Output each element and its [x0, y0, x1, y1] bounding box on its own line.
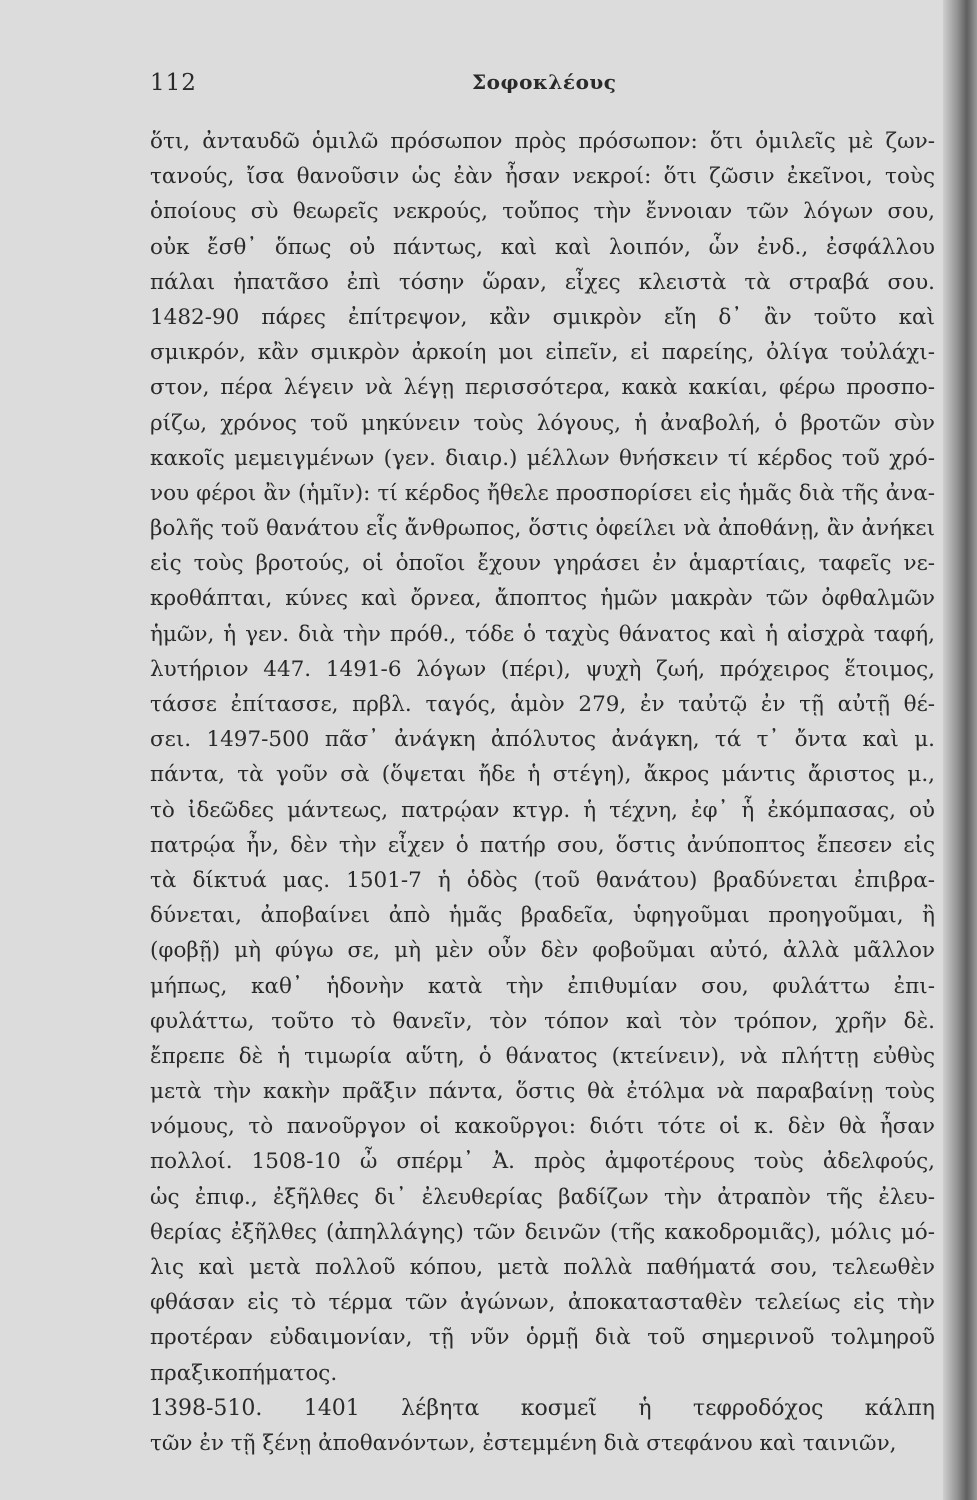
text-line: τάσσε ἐπίτασσε, πρβλ. ταγός, ἁμὸν 279, ἐν ταὐτῷ ἐν τῇ αὐτῇ θέ- — [150, 692, 935, 717]
text-line: λις καὶ μετὰ πολλοῦ κόπου, μετὰ πολλὰ παθήματά σου, τελεωθὲν — [150, 1255, 935, 1280]
running-title: Σοφοκλέους — [472, 70, 617, 94]
text-line: κακοῖς μεμειγμένων (γεν. διαιρ.) μέλλων θνήσκειν τί κέρδος τοῦ χρό- — [150, 445, 935, 471]
text-line: πραξικοπήματος. — [150, 1360, 338, 1386]
text-line: σμικρόν, κἂν σμικρὸν ἀρκοίη μοι εἰπεῖν, εἰ παρείης, ὀλίγα τοὐλάχι- — [150, 340, 935, 366]
page-edge-shadow — [943, 0, 977, 1500]
text-line: ὅτι, ἀνταυδῶ ὁμιλῶ πρόσωπον πρὸς πρόσωπον: ὅτι ὁμιλεῖς μὲ ζων- — [150, 129, 935, 154]
text-line: μετὰ τὴν κακὴν πρᾶξιν πάντα, ὅστις θὰ ἐτόλμα νὰ παραβαίνῃ τοὺς — [150, 1079, 935, 1105]
text-line: ρίζω, χρόνος τοῦ μηκύνειν τοὺς λόγους, ἡ ἀναβολή, ὁ βροτῶν σὺν — [150, 410, 935, 436]
commentary-text — [150, 124, 935, 1461]
page-header — [150, 70, 930, 110]
text-line: θερίας ἐξῆλθες (ἀπηλλάγης) τῶν δεινῶν (τῆς κακοδρομιᾶς), μόλις μό- — [150, 1219, 935, 1245]
text-line: πάλαι ἠπατᾶσο ἐπὶ τόσην ὥραν, εἶχες κλειστὰ τὰ στραβά σου. — [150, 269, 935, 295]
text-line: ὡς ἐπιφ., ἐξῆλθες δι᾽ ἐλευθερίας βαδίζων τὴν ἀτραπὸν τῆς ἐλευ- — [150, 1184, 935, 1210]
text-line: τῶν ἐν τῇ ξένῃ ἀποθανόντων, ἐστεμμένη διὰ στεφάνου καὶ ταινιῶν, — [150, 1430, 897, 1456]
text-line: φθάσαν εἰς τὸ τέρμα τῶν ἀγώνων, ἀποκατασταθὲν τελείως εἰς τὴν — [150, 1290, 935, 1316]
text-line: πολλοί. 1508-10 ὦ σπέρμ᾽ Ἀ. πρὸς ἀμφοτέρους τοὺς ἀδελφούς, — [150, 1149, 935, 1175]
text-line: φυλάττω, τοῦτο τὸ θανεῖν, τὸν τόπον καὶ τὸν τρόπον, χρῆν δὲ. — [150, 1008, 935, 1034]
text-line: (φοβῇ) μὴ φύγω σε, μὴ μὲν οὖν δὲν φοβοῦμαι αὐτό, ἀλλὰ μᾶλλον — [150, 938, 935, 964]
text-line: δύνεται, ἀποβαίνει ἀπὸ ἡμᾶς βραδεῖα, ὑφηγοῦμαι προηγοῦμαι, ἢ — [150, 903, 935, 929]
text-line: ὁποίους σὺ θεωρεῖς νεκρούς, τοὔπος τὴν ἔννοιαν τῶν λόγων σου, — [150, 199, 935, 225]
text-line: τανούς, ἴσα θανοῦσιν ὡς ἐὰν ἦσαν νεκροί: ὅτι ζῶσιν ἐκεῖνοι, τοὺς — [150, 164, 935, 190]
text-line: κροθάπται, κύνες καὶ ὄρνεα, ἄποπτος ἡμῶν μακρὰν τῶν ὀφθαλμῶν — [150, 586, 935, 612]
text-line: πάντα, τὰ γοῦν σὰ (ὅψεται ἤδε ἡ στέγη), ἄκρος μάντις ἄριστος μ., — [150, 762, 935, 788]
text-line: νου φέροι ἂν (ἡμῖν): τί κέρδος ἤθελε προσπορίσει εἰς ἡμᾶς διὰ τῆς ἀνα- — [150, 480, 935, 506]
text-line: μήπως, καθ᾽ ἡδονὴν κατὰ τὴν ἐπιθυμίαν σου, φυλάττω ἐπι- — [150, 973, 935, 999]
text-line: οὐκ ἔσθ᾽ ὅπως οὐ πάντως, καὶ καὶ λοιπόν, ὧν ἐνδ., ἐσφάλλου — [150, 234, 935, 260]
text-line: ἡμῶν, ἡ γεν. διὰ τὴν πρόθ., τόδε ὁ ταχὺς θάνατος καὶ ἡ αἰσχρὰ ταφή, — [150, 621, 935, 647]
text-line: πατρῴα ἦν, δὲν τὴν εἶχεν ὁ πατήρ σου, ὅστις ἀνύποπτος ἔπεσεν εἰς — [150, 832, 935, 858]
text-line: προτέραν εὐδαιμονίαν, τῇ νῦν ὁρμῇ διὰ τοῦ σημερινοῦ τολμηροῦ — [150, 1325, 935, 1351]
text-line: λυτήριον 447. 1491-6 λόγων (πέρι), ψυχὴ ζωή, πρόχειρος ἕτοιμος, — [150, 656, 935, 682]
text-line: ἔπρεπε δὲ ἡ τιμωρία αὕτη, ὁ θάνατος (κτείνειν), νὰ πλήττῃ εὐθὺς — [150, 1043, 935, 1069]
section-heading-line: 1398-510. 1401 λέβητα κοσμεῖ ἡ τεφροδόχος κάλπη — [150, 1395, 935, 1421]
page-number: 112 — [150, 70, 197, 96]
text-line: νόμους, τὸ πανοῦργον οἱ κακοῦργοι: διότι τότε οἱ κ. δὲν θὰ ἦσαν — [150, 1114, 935, 1140]
text-line: εἰς τοὺς βροτούς, οἱ ὁποῖοι ἔχουν γηράσει ἐν ἁμαρτίαις, ταφεῖς νε- — [150, 551, 935, 577]
text-line: βολῆς τοῦ θανάτου εἷς ἄνθρωπος, ὅστις ὀφείλει νὰ ἀποθάνῃ, ἂν ἀνήκει — [150, 516, 935, 542]
text-line: σει. 1497-500 πᾶσ᾽ ἀνάγκη ἀπόλυτος ἀνάγκη, τά τ᾽ ὄντα καὶ μ. — [150, 727, 935, 753]
text-line: στον, πέρα λέγειν νὰ λέγῃ περισσότερα, κακὰ κακίαι, φέρω προσπο- — [150, 375, 935, 401]
text-line: τὰ δίκτυά μας. 1501-7 ἡ ὁδὸς (τοῦ θανάτου) βραδύνεται ἐπιβρα- — [150, 867, 935, 893]
text-line: τὸ ἰδεῶδες μάντεως, πατρῴαν κτγρ. ἡ τέχνη, ἐφ᾽ ἧ ἐκόμπασας, οὐ — [150, 797, 935, 823]
text-line: 1482-90 πάρες ἐπίτρεψον, κἂν σμικρὸν εἴη δ᾽ ἂν τοῦτο καὶ — [150, 304, 935, 330]
